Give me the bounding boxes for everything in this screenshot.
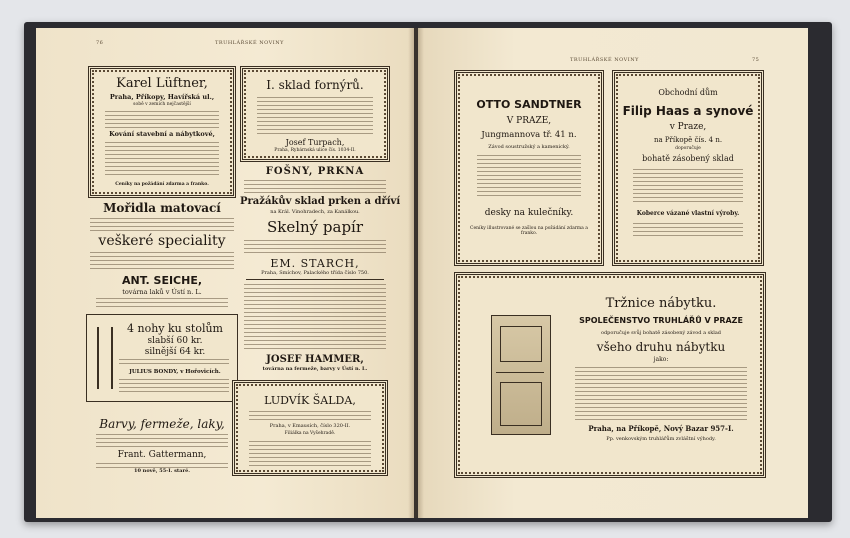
fosny-body-text <box>244 180 386 194</box>
morida-body-text <box>90 218 234 232</box>
bondy-body-text-2 <box>119 379 229 393</box>
cabinet-shelf <box>496 372 544 373</box>
cabinet-upper-doors <box>500 326 542 362</box>
hammer-sub: továrna na fermeže, barvy v Ústí n. L. <box>262 366 368 372</box>
fosny-address: na Král. Vinohradech, za Kanálkou. <box>270 209 360 215</box>
morida-body-text-3 <box>96 298 228 308</box>
turpach-name: Josef Turpach, <box>285 138 345 147</box>
gattermann-address: 10 nově, 55-I. staré. <box>133 468 190 474</box>
turpach-title: I. sklad fornýrů. <box>266 78 364 92</box>
morida-title: Mořidla matovací <box>103 201 221 215</box>
haas-headline: bohatě zásobený sklad <box>642 154 734 163</box>
trznice-title: Tržnice nábytku. <box>605 296 717 311</box>
sandtner-address: Jungmannova tř. 41 n. <box>481 130 577 140</box>
morida-sub: továrna laků v Ústí n. L. <box>122 288 202 296</box>
divider <box>246 279 384 280</box>
bondy-title: 4 nohy ku stolům <box>127 322 223 335</box>
skelny-body-text <box>244 240 386 254</box>
sandtner-product: desky na kulečníky. <box>484 208 574 218</box>
sandtner-sub: Závod soustružský a kamenický. <box>488 144 570 150</box>
trznice-body-text <box>575 367 747 421</box>
ad-trznice <box>454 272 766 478</box>
bondy-price-2: silnější 64 kr. <box>144 347 206 357</box>
salda-body-text <box>249 411 371 421</box>
skelny-name: EM. STARCH, <box>270 257 360 270</box>
luftner-footer: Ceníky na požádání zdarma a franko. <box>115 182 209 187</box>
luftner-product: Kování stavební a nábytkové, <box>109 130 215 138</box>
haas-intro: Obchodní dům <box>658 88 718 97</box>
skelny-address: Praha, Smíchov, Palackého třída číslo 750. <box>261 270 369 276</box>
trznice-footer: Pp. venkovským truhlářům zvláštní výhody. <box>606 436 716 442</box>
turpach-address: Praha, Rybárnská ulice čís. 1034-II. <box>274 148 356 153</box>
luftner-name: Karel Lüftner, <box>116 76 208 91</box>
morida-headline: veškeré speciality <box>98 233 226 249</box>
haas-body-text <box>633 169 743 205</box>
morida-body-text-2 <box>90 252 234 272</box>
salda-body-text-2 <box>249 441 371 467</box>
luftner-address: Praha, Příkopy, Havířská ul., <box>109 93 215 101</box>
gattermann-body-text <box>96 434 228 448</box>
salda-sub: Filiálka na Vyšehradě. <box>284 431 336 436</box>
ad-bondy <box>86 314 238 402</box>
bondy-price-1: slabší 60 kr. <box>147 336 203 346</box>
skelny-title: Skelný papír <box>266 218 364 236</box>
sandtner-footer: Ceníky illustrované se zašlou na požádání zdarma a franko. <box>470 226 588 236</box>
haas-address: na Příkopě čís. 4 n. <box>653 136 723 144</box>
ad-luftner <box>88 66 236 198</box>
sandtner-city: V PRAZE, <box>506 116 552 126</box>
cabinet-lower-doors <box>500 382 542 426</box>
morida-name: ANT. SEICHE, <box>121 274 203 287</box>
hammer-name: JOSEF HAMMER, <box>266 354 364 365</box>
left-running-header: TRUHLÁŘSKÉ NOVINY <box>215 40 284 46</box>
right-page-number: 75 <box>752 57 760 63</box>
sandtner-name: OTTO SANDTNER <box>476 98 582 111</box>
haas-name: Filip Haas a synové <box>622 104 754 118</box>
table-leg-illustration <box>97 327 113 389</box>
trznice-company: SPOLEČENSTVO TRUHLÁŘŮ V PRAZE <box>579 316 743 325</box>
turpach-body-text <box>257 97 373 137</box>
luftner-body-text <box>105 111 219 129</box>
trznice-jako: jako: <box>653 356 669 363</box>
left-page-number: 76 <box>96 40 104 46</box>
salda-address: Praha, v Emausích, číslo 320-II. <box>269 423 351 429</box>
ad-haas <box>612 70 764 266</box>
luftner-tagline: sobě v zemích nejčastější <box>133 102 191 107</box>
haas-body-text-2 <box>633 223 743 237</box>
gattermann-title: Barvy, fermeže, laky, <box>99 417 225 431</box>
ad-salda <box>232 380 388 476</box>
right-running-header: TRUHLÁŘSKÉ NOVINY <box>570 57 639 63</box>
hammer-body-text <box>244 284 386 352</box>
ad-turpach <box>240 66 390 162</box>
book-gutter <box>408 28 424 518</box>
bondy-body-text <box>119 359 229 367</box>
cabinet-illustration <box>491 315 551 435</box>
sandtner-body-text <box>477 155 581 199</box>
haas-city: v Praze, <box>669 122 707 132</box>
trznice-address: Praha, na Příkopě, Nový Bazar 957-I. <box>588 424 734 433</box>
bondy-name: JULIUS BONDY, v Hořovicích. <box>129 369 221 375</box>
ad-sandtner <box>454 70 604 266</box>
fosny-title: FOŠNY, PRKNA <box>265 166 365 177</box>
fosny-headline: Pražákův sklad prken a dříví <box>240 196 401 207</box>
haas-sub: doporučuje <box>675 146 701 151</box>
haas-product: Koberce vázané vlastní výroby. <box>636 210 740 217</box>
trznice-intro: odporučuje svůj bohatě zásobený závod a sklad <box>600 330 722 336</box>
luftner-body-text-2 <box>105 142 219 178</box>
gattermann-name: Frant. Gattermann, <box>117 450 207 460</box>
salda-name: LUDVÍK ŠALDA, <box>264 394 356 407</box>
trznice-headline: všeho druhu nábytku <box>596 340 726 354</box>
